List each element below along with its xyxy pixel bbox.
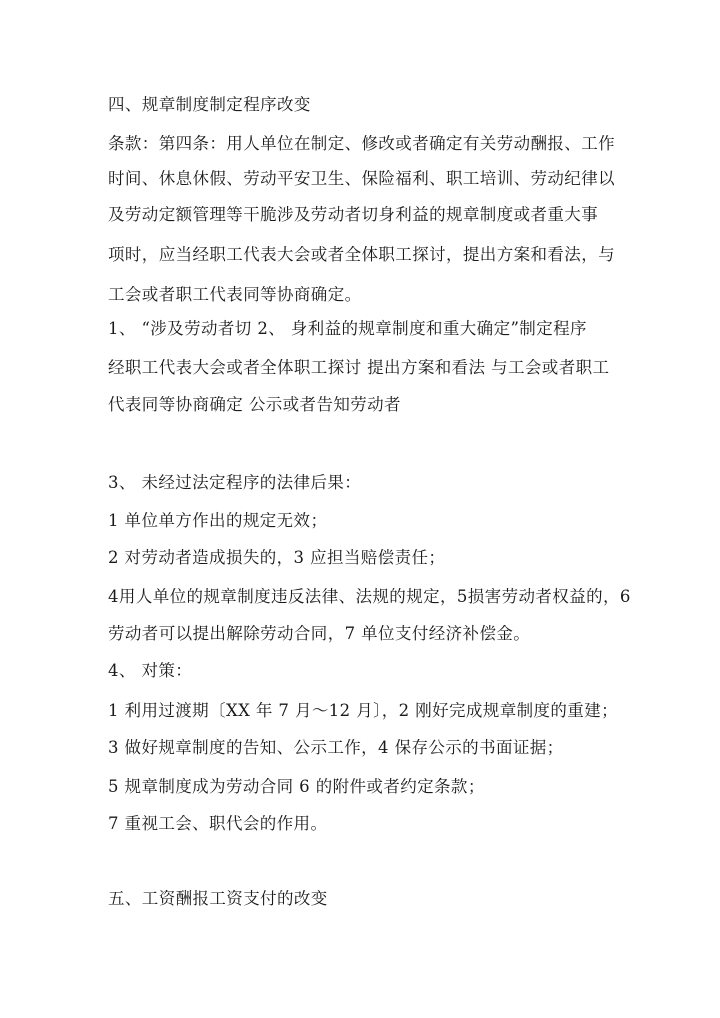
consequence-line: 2 对劳动者造成损失的，3 应担当赔偿责任； — [108, 548, 446, 567]
clause-line: 条款：第四条：用人单位在制定、修改或者确定有关劳动酬报、工作 — [108, 134, 615, 153]
subsection-heading: 4、 对策： — [108, 661, 193, 680]
clause-line: 工会或者职工代表同等协商确定。 — [108, 285, 362, 304]
clause-line: 项时，应当经职工代表大会或者全体职工探讨，提出方案和看法，与 — [108, 245, 615, 264]
consequence-line: 劳动者可以提出解除劳动合同，7 单位支付经济补偿金。 — [108, 624, 531, 643]
procedure-line: 1、 “涉及劳动者切 2、 身利益的规章制度和重大确定”制定程序 — [108, 319, 587, 338]
procedure-line: 经职工代表大会或者全体职工探讨 提出方案和看法 与工会或者职工 — [108, 358, 610, 377]
measure-line: 3 做好规章制度的告知、公示工作，4 保存公示的书面证据； — [108, 738, 564, 757]
consequence-line: 4用人单位的规章制度违反法律、法规的规定，5损害劳动者权益的，6 — [108, 587, 631, 606]
clause-line: 及劳动定额管理等干脆涉及劳动者切身利益的规章制度或者重大事 — [108, 205, 599, 224]
measure-line: 7 重视工会、职代会的作用。 — [108, 814, 328, 833]
section-heading: 五、工资酬报工资支付的改变 — [108, 889, 328, 908]
consequence-line: 1 单位单方作出的规定无效； — [108, 511, 328, 530]
clause-line: 时间、休息休假、劳动平安卫生、保险福利、职工培训、劳动纪律以 — [108, 169, 615, 188]
subsection-heading: 3、 未经过法定程序的法律后果： — [108, 473, 362, 492]
measure-line: 5 规章制度成为劳动合同 6 的附件或者约定条款； — [108, 777, 485, 796]
procedure-line: 代表同等协商确定 公示或者告知劳动者 — [108, 395, 401, 414]
measure-line: 1 利用过渡期〔XX 年 7 月～12 月〕，2 刚好完成规章制度的重建； — [108, 701, 619, 720]
section-heading: 四、规章制度制定程序改变 — [108, 95, 311, 114]
